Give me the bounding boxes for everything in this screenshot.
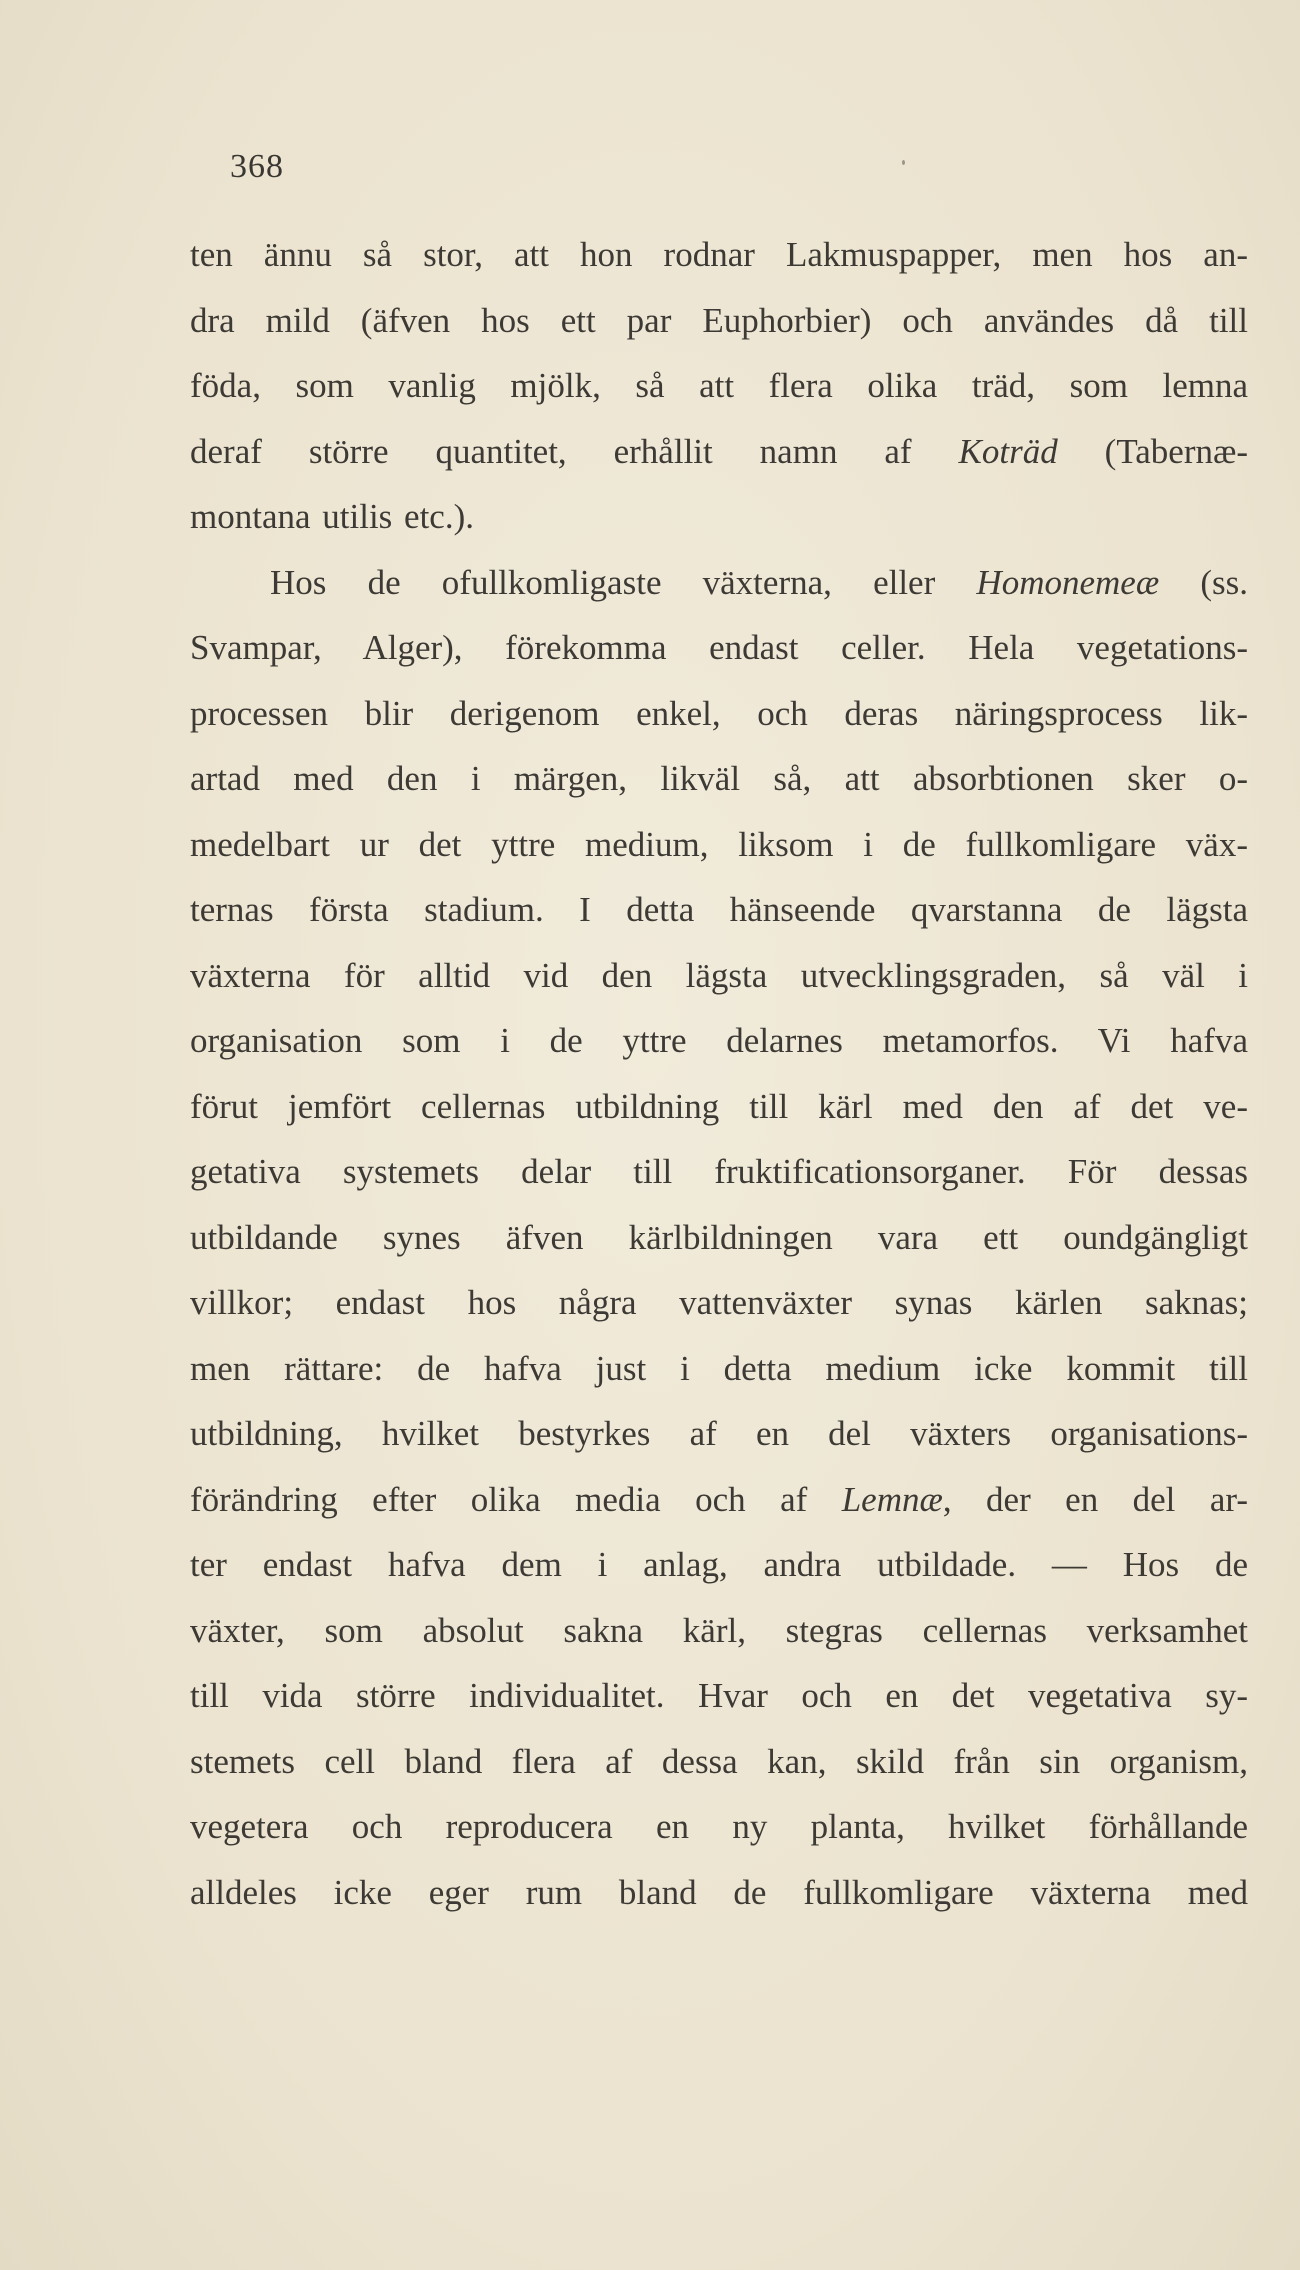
text-run: växterna för alltid vid den lägsta utvecklingsgraden, så väl i [190,955,1248,995]
text-line [190,1008,1248,1074]
text-run: stemets cell bland flera af dessa kan, skild från sin organism, [190,1741,1248,1781]
text-run: montana utilis etc.). [190,497,474,536]
text-line [190,222,1248,288]
text-line [190,1663,1248,1729]
text-run: artad med den i märgen, likväl så, att absorbtionen sker o- [190,759,1248,798]
text-run: , der en del ar- [942,1479,1248,1519]
text-run: processen blir derigenom enkel, och deras näringsprocess lik- [190,693,1248,733]
text-line [190,550,1248,616]
text-run: getativa systemets delar till fruktificationsorganer. För dessas [190,1152,1248,1191]
text-line [190,877,1248,943]
text-line [190,353,1248,419]
text-run: ten ännu så stor, att hon rodnar Lakmuspapper, men hos an- [190,235,1248,274]
text-run: (Tabernæ- [1057,431,1248,471]
text-line [190,746,1248,812]
text-line [190,1336,1248,1402]
text-run: deraf större quantitet, erhållit namn af [190,431,959,471]
text-run: alldeles icke eger rum bland de fullkomligare växterna med [190,1872,1248,1912]
text-line [190,1794,1248,1860]
page-number: 368 [230,148,284,185]
text-line [190,1074,1248,1140]
text-line [190,1401,1248,1467]
text-run: Svampar, Alger), förekomma endast celler. Hela vegetations- [190,628,1248,667]
text-run: (ss. [1159,562,1248,602]
text-run: villkor; endast hos några vattenväxter synas kärlen saknas; [190,1283,1248,1322]
text-run: växter, som absolut sakna kärl, stegras cellernas verksamhet [190,1610,1248,1650]
text-line [190,1598,1248,1664]
text-line [190,1467,1248,1533]
text-run: förut jemfört cellernas utbildning till kärl med den af det ve- [190,1086,1248,1126]
text-line [190,1139,1248,1205]
text-line [190,1205,1248,1271]
text-line [190,943,1248,1009]
text-run: vegetera och reproducera en ny planta, hvilket förhållande [190,1807,1248,1846]
text-run: utbildning, hvilket bestyrkes af en del växters organisations- [190,1414,1248,1453]
text-run: men rättare: de hafva just i detta medium icke kommit till [190,1348,1248,1388]
text-line [190,484,1248,550]
text-line [190,615,1248,681]
paper-speck [902,160,905,165]
text-line [190,288,1248,354]
text-run: dra mild (äfven hos ett par Euphorbier) och användes då till [190,300,1248,340]
text-run: förändring efter olika media och af [190,1479,842,1519]
text-line [190,1729,1248,1795]
text-run: till vida större individualitet. Hvar och en det vegetativa sy- [190,1676,1248,1715]
italic-term: Homonemeæ [976,562,1160,602]
text-run: organisation som i de yttre delarnes metamorfos. Vi hafva [190,1021,1248,1060]
text-line [190,1532,1248,1598]
text-run: ter endast hafva dem i anlag, andra utbildade. — Hos de [190,1545,1248,1584]
text-line [190,681,1248,747]
text-line [190,812,1248,878]
text-run: föda, som vanlig mjölk, så att flera olika träd, som lemna [190,366,1248,405]
italic-term: Lemnæ [841,1479,943,1519]
text-line [190,1860,1248,1926]
body-text [190,222,1248,1925]
text-run: Hos de ofullkomligaste växterna, eller [270,562,977,602]
text-line [190,1270,1248,1336]
text-run: medelbart ur det yttre medium, liksom i de fullkomligare väx- [190,824,1248,864]
text-run: ternas första stadium. I detta hänseende qvarstanna de lägsta [190,890,1248,929]
text-run: utbildande synes äfven kärlbildningen vara ett oundgängligt [190,1217,1248,1257]
text-line [190,419,1248,485]
italic-term: Koträd [958,431,1058,471]
